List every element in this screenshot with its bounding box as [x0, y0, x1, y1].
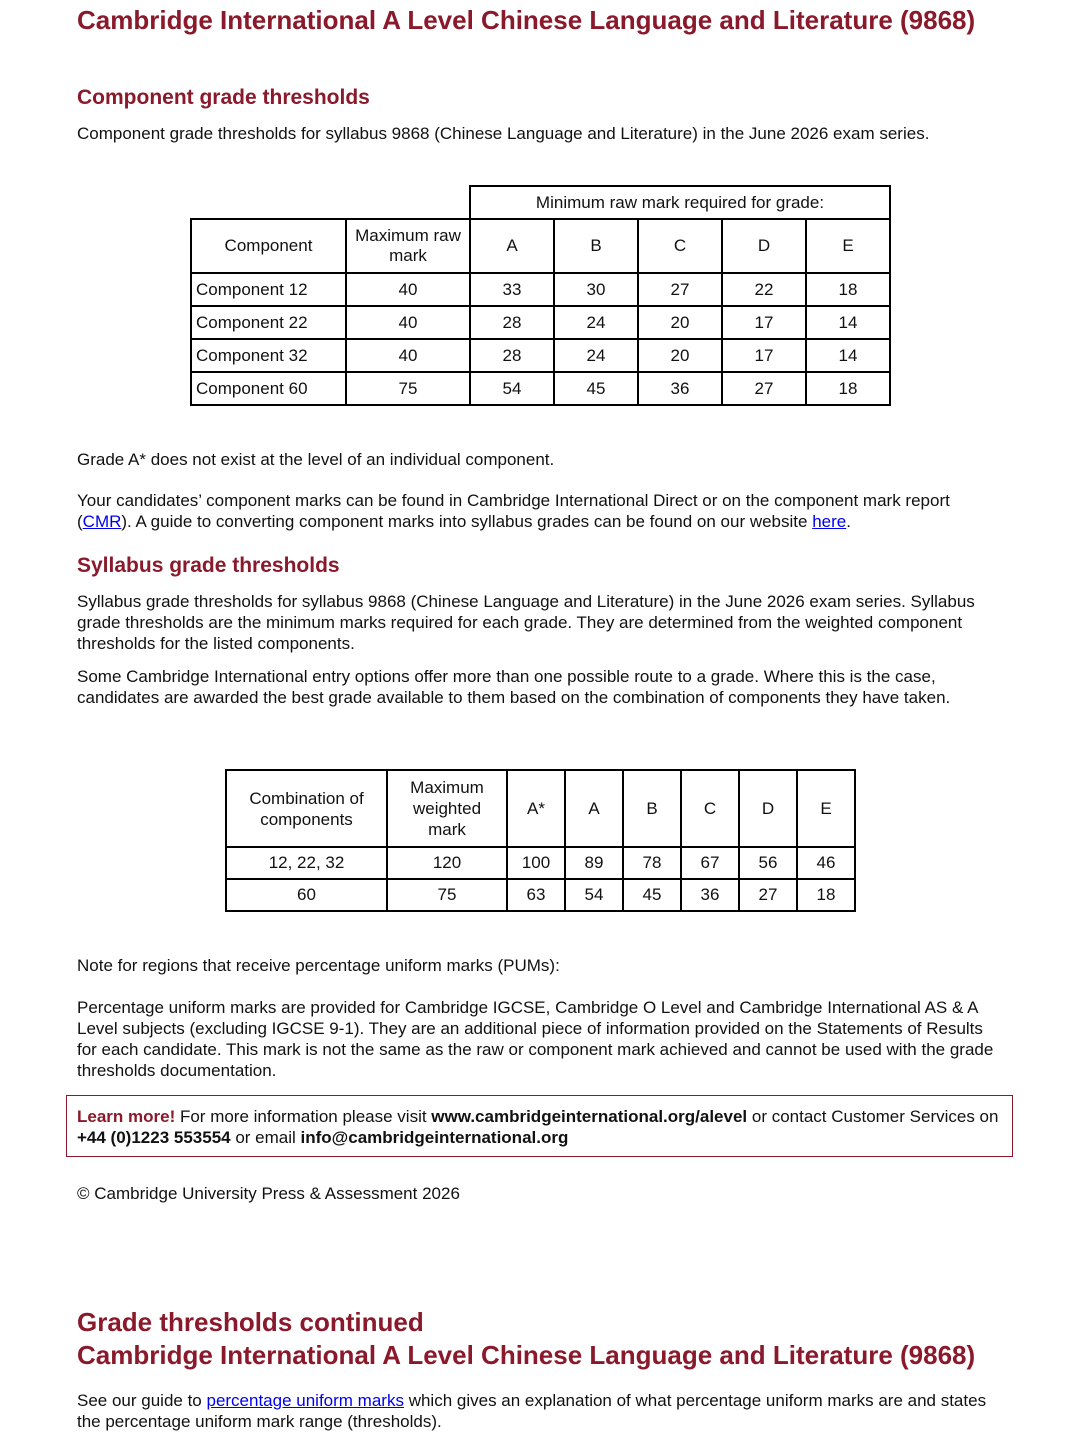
syllabus-heading: Syllabus grade thresholds [77, 554, 340, 577]
mark-cell: 14 [806, 339, 890, 372]
note-text: ). A guide to converting component marks into syllabus grades can be found on our website [121, 512, 813, 531]
guide-text: See our guide to [77, 1391, 207, 1410]
header-grade: E [797, 770, 855, 847]
website-link[interactable]: www.cambridgeinternational.org/alevel [431, 1107, 748, 1126]
syllabus-para2: Some Cambridge International entry options offer more than one possible route to a grade. Where this is the case, candidates are awarded the best grade available to them based on the combination of components they have taken. [77, 667, 951, 707]
mark-cell: 30 [554, 273, 638, 306]
header-max-weighted: Maximum weighted mark [387, 770, 507, 847]
max-raw: 40 [346, 339, 470, 372]
continued-subheading: Cambridge International A Level Chinese Language and Literature (9868) [77, 1340, 976, 1370]
table-row [191, 273, 890, 306]
syllabus-thresholds-table [225, 769, 856, 912]
header-grade: D [722, 219, 806, 273]
header-grade: C [638, 219, 722, 273]
header-grade: B [623, 770, 681, 847]
learn-more-text: or email [230, 1128, 301, 1147]
cmr-link[interactable]: CMR [82, 512, 122, 531]
mark-cell: 28 [470, 339, 554, 372]
email-link[interactable]: info@cambridgeinternational.org [300, 1128, 569, 1147]
mark-cell: 28 [470, 306, 554, 339]
header-combination: Combination of components [226, 770, 387, 847]
mark-cell: 22 [722, 273, 806, 306]
table-row [226, 847, 855, 879]
header-grade: B [554, 219, 638, 273]
learn-more-text: For more information please visit [175, 1107, 432, 1126]
mark-cell: 89 [565, 847, 623, 879]
header-grade: E [806, 219, 890, 273]
mark-cell: 17 [722, 306, 806, 339]
mark-cell: 100 [507, 847, 565, 879]
guide-text: which gives an explanation of what percentage uniform marks are and states the percentage uniform mark range (thresholds). [77, 1391, 987, 1431]
mark-cell: 36 [638, 372, 722, 405]
learn-more-text: or contact Customer Services on [747, 1107, 999, 1126]
header-grade: A* [507, 770, 565, 847]
component-thresholds-table [190, 185, 891, 406]
mark-cell: 18 [806, 372, 890, 405]
pum-guide-link[interactable]: percentage uniform marks [206, 1391, 404, 1410]
mark-cell: 27 [638, 273, 722, 306]
phone-number: +44 (0)1223 553554 [77, 1128, 231, 1147]
header-grade: D [739, 770, 797, 847]
mark-cell: 45 [623, 879, 681, 911]
pum-paragraph: Percentage uniform marks are provided for Cambridge IGCSE, Cambridge O Level and Cambridge International AS & A Level subjects (excluding IGCSE 9-1). They are an additional piece of information provided on the Statements of Results for each candidate. This mark is not the same as the raw or component mark achieved and cannot be used with the grade thresholds documentation. [77, 998, 994, 1080]
component-intro: Component grade thresholds for syllabus 9868 (Chinese Language and Literature) in the June 2026 exam series. [77, 124, 930, 143]
mark-cell: 54 [565, 879, 623, 911]
combination-cell: 12, 22, 32 [226, 847, 387, 879]
mark-cell: 33 [470, 273, 554, 306]
pum-note: Note for regions that receive percentage uniform marks (PUMs): [77, 956, 560, 975]
mark-cell: 36 [681, 879, 739, 911]
header-max-raw: Maximum raw mark [346, 219, 470, 273]
mark-cell: 78 [623, 847, 681, 879]
page-title: Cambridge International A Level Chinese Language and Literature (9868) [77, 5, 976, 35]
mark-cell: 63 [507, 879, 565, 911]
table-row [191, 372, 890, 405]
component-heading: Component grade thresholds [77, 86, 370, 109]
combination-cell: 60 [226, 879, 387, 911]
learn-more-label: Learn more! [77, 1107, 176, 1126]
learn-more-box [66, 1095, 1013, 1157]
mark-cell: 24 [554, 306, 638, 339]
mark-cell: 27 [722, 372, 806, 405]
mark-cell: 54 [470, 372, 554, 405]
note-text: Your candidates’ component marks can be found in Cambridge International Direct or on the component mark report ( [77, 491, 950, 531]
header-component: Component [191, 219, 346, 273]
note-text: . [846, 512, 851, 531]
table-row [226, 879, 855, 911]
continued-heading: Grade thresholds continued [77, 1307, 424, 1337]
astar-note: Grade A* does not exist at the level of an individual component. [77, 450, 555, 469]
component-name: Component 60 [191, 372, 346, 405]
max-weighted: 120 [387, 847, 507, 879]
syllabus-para1: Syllabus grade thresholds for syllabus 9868 (Chinese Language and Literature) in the June 2026 exam series. Syllabus grade thresholds are the minimum marks required for each grade. They are determined from the weighted component thresholds for the listed components. [77, 592, 975, 653]
group-header: Minimum raw mark required for grade: [470, 186, 890, 219]
component-name: Component 12 [191, 273, 346, 306]
component-name: Component 22 [191, 306, 346, 339]
max-raw: 40 [346, 273, 470, 306]
mark-cell: 18 [797, 879, 855, 911]
table-row [191, 306, 890, 339]
mark-cell: 45 [554, 372, 638, 405]
mark-cell: 56 [739, 847, 797, 879]
pum-guide-text [77, 1390, 1007, 1432]
mark-cell: 20 [638, 339, 722, 372]
header-grade: A [565, 770, 623, 847]
component-marks-note [77, 490, 977, 532]
header-grade: C [681, 770, 739, 847]
copyright: © Cambridge University Press & Assessment 2026 [77, 1184, 460, 1203]
mark-cell: 17 [722, 339, 806, 372]
mark-cell: 14 [806, 306, 890, 339]
mark-cell: 27 [739, 879, 797, 911]
mark-cell: 24 [554, 339, 638, 372]
header-grade: A [470, 219, 554, 273]
mark-cell: 18 [806, 273, 890, 306]
mark-cell: 67 [681, 847, 739, 879]
mark-cell: 20 [638, 306, 722, 339]
max-weighted: 75 [387, 879, 507, 911]
here-link[interactable]: here [812, 512, 847, 531]
component-name: Component 32 [191, 339, 346, 372]
table-row [191, 339, 890, 372]
max-raw: 40 [346, 306, 470, 339]
mark-cell: 46 [797, 847, 855, 879]
max-raw: 75 [346, 372, 470, 405]
